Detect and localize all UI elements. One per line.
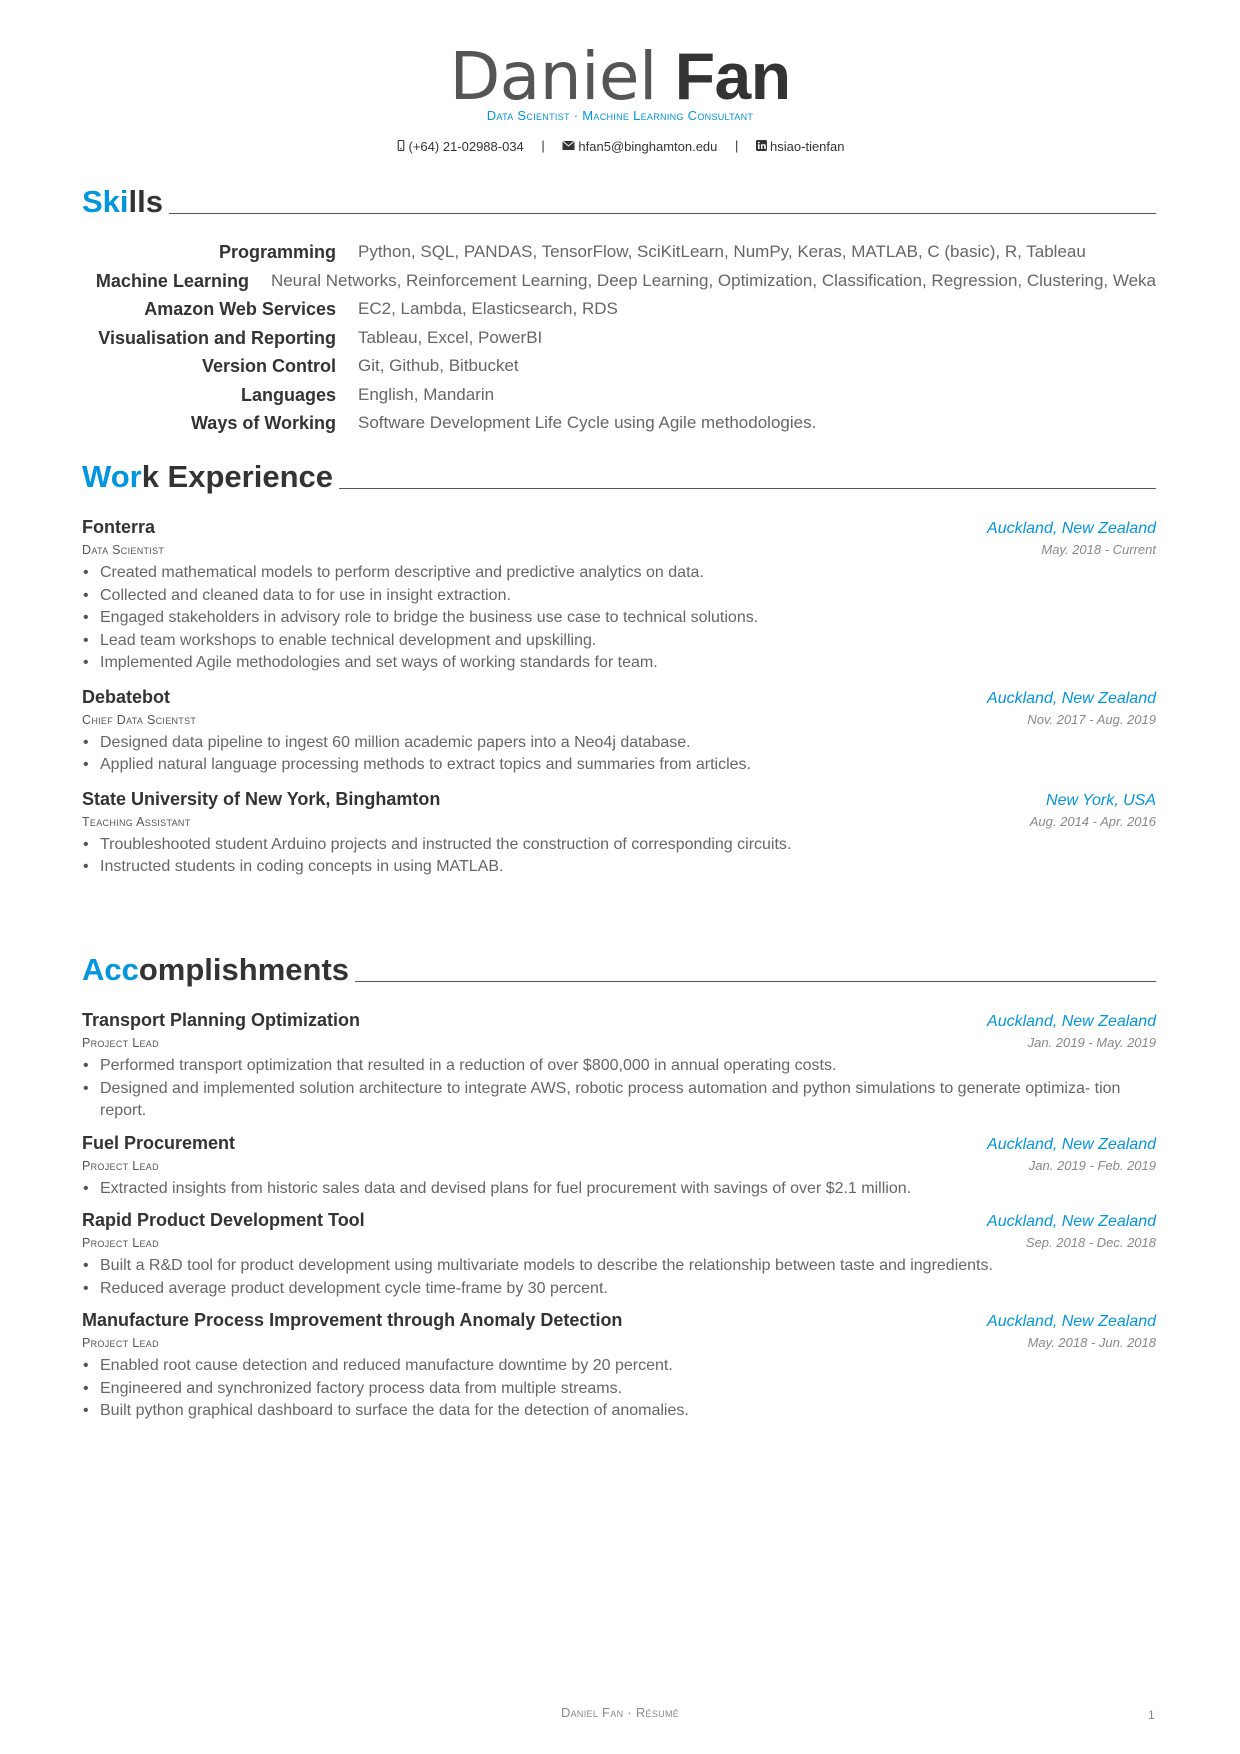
skill-category: Machine Learning [95,270,249,291]
skill-row [82,324,1156,353]
linkedin-contact[interactable] [756,138,844,154]
entry-subheader [82,814,1156,829]
contact-separator: | [541,138,545,154]
entry [82,1133,1156,1201]
contact-line [0,137,1240,154]
entry-location: Auckland, New Zealand [987,689,1156,707]
linkedin-handle: hsiao-tienfan [770,138,845,154]
entry-subheader [82,1035,1156,1050]
skill-value: Neural Networks, Reinforcement Learning, Deep Learning, Optimization, Classification, Regression, Clustering, Weka [270,270,1156,290]
entry-role: Project Lead [82,1336,159,1350]
entry-header [82,1310,1156,1331]
skill-category: Ways of Working [190,413,336,433]
last-name: Fan [674,39,791,113]
entry-date: May. 2018 - Current [1041,542,1156,557]
section-rule [169,213,1156,214]
entry-location: Auckland, New Zealand [987,1013,1156,1030]
skills-list [82,238,1156,438]
bullet-item: • Designed and implemented solution architecture to integrate AWS, robotic process automation and python simulations to generate optimiza- tion report. [82,1078,1156,1123]
entry-subheader [82,1335,1156,1350]
bullet-item: • Built a R&D tool for product development using multivariate models to describe the relationship between taste and ingredients. [82,1255,1156,1278]
bullet-item: • Reduced average product development cycle time-frame by 30 percent. [82,1278,1156,1301]
skill-value: EC2, Lambda, Elasticsearch, RDS [358,299,618,318]
bullet-item: • Built python graphical dashboard to surface the data for the detection of anomalies. [82,1400,1156,1423]
entry [82,789,1156,879]
entry-role: Project Lead [82,1236,159,1250]
entry [82,517,1156,675]
entry-location: New York, USA [1046,791,1156,809]
name-heading [0,36,1240,117]
section-heading [82,455,1156,495]
entry-title: Manufacture Process Improvement through Anomaly Detection [82,1310,623,1330]
skill-row [82,267,1156,296]
section-heading [82,180,1156,220]
section-rule [355,981,1156,982]
section-title: Skills [82,184,163,219]
bullet-list [82,834,1156,879]
section-rule [339,488,1156,489]
bullet-item: • Lead team workshops to enable technical development and upskilling. [82,630,1156,653]
entry-header [82,1133,1156,1154]
entry [82,1010,1156,1123]
skill-value: Tableau, Excel, PowerBI [358,327,543,347]
bullet-item: • Engaged stakeholders in advisory role to bridge the business use case to technical solutions. [82,607,1156,630]
entry-subheader [82,1235,1156,1250]
bullet-item: • Implemented Agile methodologies and set ways of working standards for team. [82,652,1156,675]
position-line: Data Scientist · Machine Learning Consultant [486,108,754,123]
bullet-item: • Designed data pipeline to ingest 60 million academic papers into a Neo4j database. [82,732,1156,755]
bullet-item: • Performed transport optimization that resulted in a reduction of over $800,000 in annual operating costs. [82,1055,1156,1078]
work-entries [82,517,1156,879]
skill-row [82,352,1156,381]
entry-header [82,687,1156,708]
skill-category: Programming [218,242,336,262]
entry-subheader [82,712,1156,727]
entry-date: Aug. 2014 - Apr. 2016 [1029,813,1156,829]
bullet-list [82,1355,1156,1423]
entry-location: Auckland, New Zealand [987,1213,1156,1230]
entry-title: Fonterra [82,517,156,537]
page-number: 1 [1148,1708,1155,1722]
first-name: Daniel [449,38,657,115]
work-experience-section [82,455,1156,879]
bullet-item: • Applied natural language processing methods to extract topics and summaries from articles. [82,754,1156,777]
bullet-list [82,562,1156,675]
bullet-list [82,732,1156,777]
bullet-list [82,1055,1156,1123]
section-title: Work Experience [82,459,333,494]
entry-date: Jan. 2019 - Feb. 2019 [1028,1157,1156,1173]
skill-category: Languages [240,384,336,405]
skill-row [82,409,1156,438]
bullet-item: • Created mathematical models to perform descriptive and predictive analytics on data. [82,562,1156,585]
bullet-item: • Troubleshooted student Arduino projects and instructed the construction of corresponding circuits. [82,834,1156,857]
entry-role: Teaching Assistant [82,814,191,829]
entry-date: Sep. 2018 - Dec. 2018 [1025,1235,1156,1250]
bullet-item: • Instructed students in coding concepts in using MATLAB. [82,856,1156,879]
entry-header [82,517,1156,538]
bullet-item: • Collected and cleaned data to for use in insight extraction. [82,585,1156,608]
email-address: hfan5@binghamton.edu [578,138,718,154]
entry-date: Jan. 2019 - May. 2019 [1027,1035,1156,1050]
entry [82,1310,1156,1423]
entry-title: State University of New York, Binghamton [82,788,441,809]
entry-title: Debatebot [82,686,171,707]
page-footer: Daniel Fan · Résumé [560,1705,680,1720]
skill-row [82,238,1156,267]
entry-location: Auckland, New Zealand [987,1313,1156,1330]
entry-title: Fuel Procurement [82,1132,236,1153]
entry-role: Project Lead [82,1158,159,1173]
entry-header [82,1210,1156,1231]
email-contact[interactable] [562,138,717,154]
bullet-list [82,1255,1156,1300]
entry-subheader [82,1158,1156,1173]
entry-role: Project Lead [82,1036,159,1050]
accomplishment-entries [82,1010,1156,1423]
skill-row [82,381,1156,410]
skill-row [82,295,1156,324]
entry-role: Chief Data Scientst [82,712,197,727]
bullet-list [82,1178,1156,1201]
bullet-item: • Engineered and synchronized factory process data from multiple streams. [82,1378,1156,1401]
skill-value: English, Mandarin [358,384,495,404]
entry-title: Transport Planning Optimization [82,1010,361,1030]
envelope-icon [562,140,575,151]
mobile-phone-icon [396,140,406,151]
entry-location: Auckland, New Zealand [987,520,1156,537]
skill-value: Git, Github, Bitbucket [358,356,519,375]
skill-category: Visualisation and Reporting [98,327,336,348]
entry [82,1210,1156,1300]
contact-separator: | [735,138,739,154]
skill-category: Amazon Web Services [144,299,336,319]
phone-number: (+64) 21-02988-034 [408,138,524,154]
entry-header [82,1010,1156,1031]
skill-value: Software Development Life Cycle using Agile methodologies. [358,413,817,432]
skills-section [82,180,1156,438]
entry-date: May. 2018 - Jun. 2018 [1027,1335,1156,1350]
section-title: Accomplishments [82,952,350,987]
entry-subheader [82,542,1156,557]
bullet-item: • Extracted insights from historic sales data and devised plans for fuel procurement with savings of over $2.1 million. [82,1178,1156,1201]
entry [82,687,1156,777]
skill-category: Version Control [201,356,336,376]
section-heading [82,948,1156,988]
bullet-item: • Enabled root cause detection and reduced manufacture downtime by 20 percent. [82,1355,1156,1378]
skill-value: Python, SQL, PANDAS, TensorFlow, SciKitLearn, NumPy, Keras, MATLAB, C (basic), R, Tableau [358,242,1086,261]
entry-title: Rapid Product Development Tool [82,1210,365,1230]
linkedin-icon [756,140,767,151]
phone-contact[interactable] [396,138,524,154]
entry-header [82,789,1156,810]
entry-date: Nov. 2017 - Aug. 2019 [1027,711,1156,727]
entry-role: Data Scientist [82,543,165,557]
accomplishments-section [82,948,1156,1423]
entry-location: Auckland, New Zealand [987,1135,1156,1153]
